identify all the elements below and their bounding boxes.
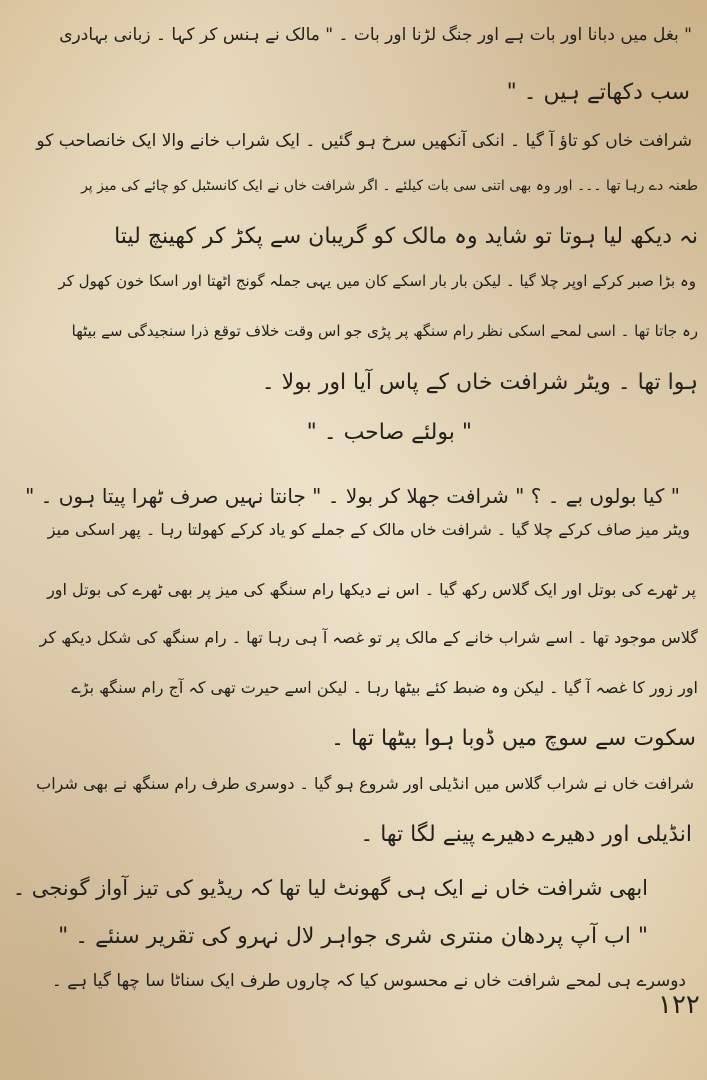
text-line-7: رہ جاتا تھا ۔ اسی لمحے اسکی نظر رام سنگھ پر پڑی جو اس وقت خلاف توقع ذرا سنجیدگی سے بیٹھا bbox=[71, 322, 698, 340]
text-line-19: " اب آپ پردھان منتری شری جواہر لال نہرو کی تقریر سنئے ۔ " bbox=[58, 924, 648, 949]
text-line-13: گلاس موجود تھا ۔ اسے شراب خانے کے مالک پر تو غصہ آ ہی رہا تھا ۔ رام سنگھ کی شکل دیکھ کر bbox=[39, 628, 698, 647]
text-line-12: پر ٹھرے کی بوتل اور ایک گلاس رکھ گیا ۔ اس نے دیکھا رام سنگھ کی میز پر بھی ٹھرے کی بوتل اور bbox=[47, 580, 696, 599]
text-line-16: شرافت خاں نے شراب گلاس میں انڈیلی اور شروع ہو گیا ۔ دوسری طرف رام سنگھ نے بھی شراب bbox=[36, 774, 694, 793]
text-line-6: وہ بڑا صبر کرکے اوپر چلا گیا ۔ لیکن بار بار اسکے کان میں یہی جملہ گونج اٹھتا اور اسکا خون کھول کر bbox=[58, 272, 696, 290]
text-line-8: ہوا تھا ۔ ویٹر شرافت خاں کے پاس آیا اور بولا ۔ bbox=[261, 370, 698, 395]
text-line-15: سکوت سے سوچ میں ڈوبا ہوا بیٹھا تھا ۔ bbox=[331, 726, 696, 751]
text-line-11: ویٹر میز صاف کرکے چلا گیا ۔ شرافت خاں مالک کے جملے کو یاد کرکے کھولتا رہا ۔ پھر اسکی میز bbox=[47, 520, 690, 539]
text-line-10: " کیا بولوں بے ۔ ؟ " شرافت جھلا کر بولا ۔ " جانتا نہیں صرف ٹھرا پیتا ہوں ۔ " bbox=[25, 484, 680, 508]
text-line-20: دوسرے ہی لمحے شرافت خاں نے محسوس کیا کہ چاروں طرف ایک سناٹا سا چھا گیا ہے ۔ bbox=[51, 971, 686, 991]
text-line-1: " بغل میں دبانا اور بات ہے اور جنگ لڑنا اور بات ۔ " مالک نے ہنس کر کہا ۔ زبانی بہادری bbox=[59, 25, 692, 45]
text-line-4: طعنہ دے رہا تھا ۔۔۔ اور وہ بھی اتنی سی بات کیلئے ۔ اگر شرافت خاں نے ایک کانسٹبل کو چائے کی میز پر bbox=[81, 178, 698, 194]
text-line-3: شرافت خاں کو تاؤ آ گیا ۔ انکی آنکھیں سرخ ہو گئیں ۔ ایک شراب خانے والا ایک خانصاحب کو bbox=[36, 131, 692, 151]
text-line-9: " بولئے صاحب ۔ " bbox=[306, 420, 472, 445]
text-line-18: ابھی شرافت خاں نے ایک ہی گھونٹ لیا تھا کہ ریڈیو کی تیز آواز گونجی ۔ bbox=[12, 876, 648, 900]
text-line-2: سب دکھاتے ہیں ۔ " bbox=[506, 80, 690, 105]
text-line-14: اور زور کا غصہ آ گیا ۔ لیکن وہ ضبط کئے بیٹھا رہا ۔ لیکن اسے حیرت تھی کہ آج رام سنگھ بڑے bbox=[71, 678, 698, 697]
page-number: ۱۲۲ bbox=[658, 990, 700, 1020]
text-line-5: نہ دیکھ لیا ہوتا تو شاید وہ مالک کو گریبان سے پکڑ کر کھینچ لیتا bbox=[114, 224, 698, 249]
text-line-17: انڈیلی اور دھیرے دھیرے پینے لگا تھا ۔ bbox=[360, 822, 692, 847]
